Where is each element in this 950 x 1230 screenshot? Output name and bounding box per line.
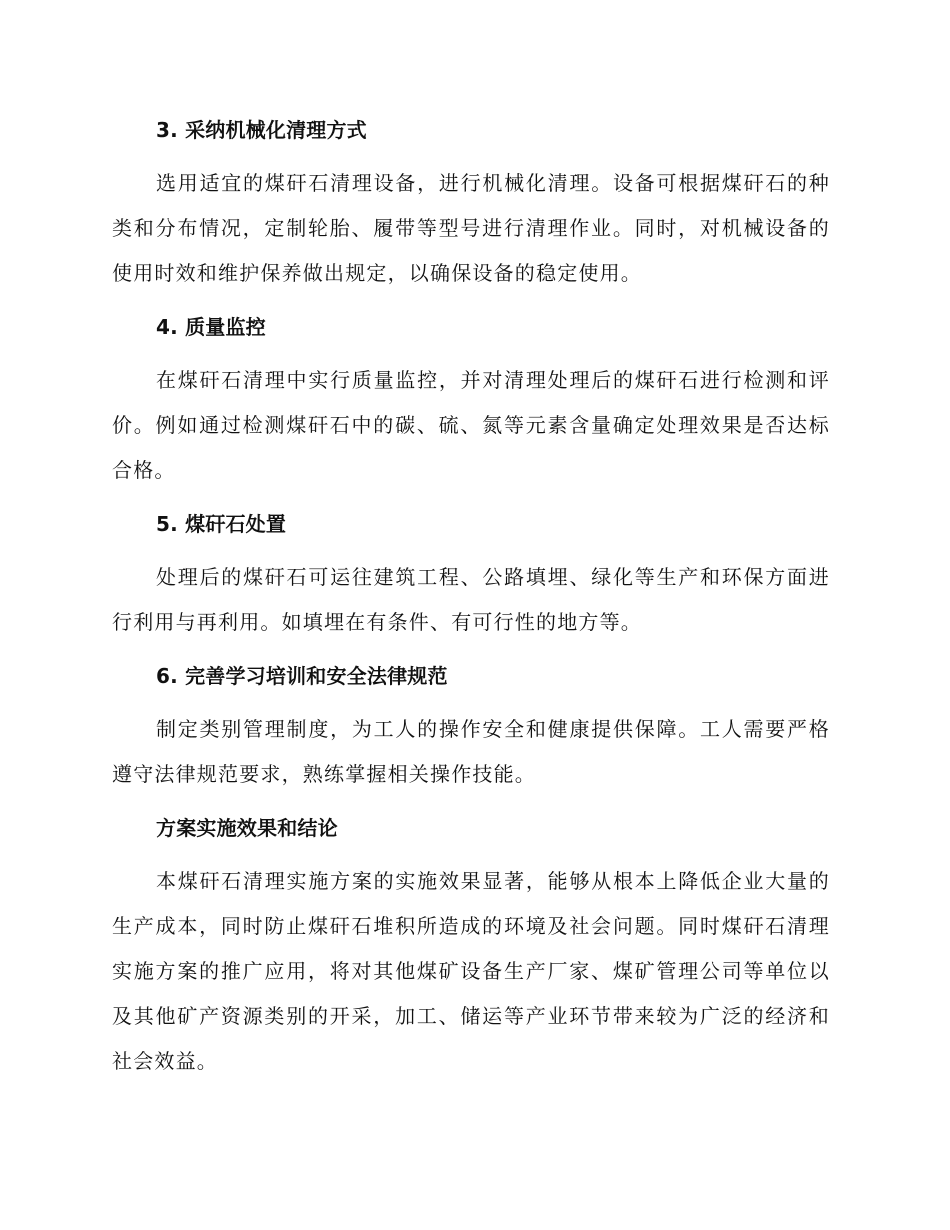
section-paragraph-4: 在煤矸石清理中实行质量监控，并对清理处理后的煤矸石进行检测和评价。例如通过检测煤矸石中的碳、硫、氮等元素含量确定处理效果是否达标合格。 (112, 368, 830, 482)
section-paragraph-3: 选用适宜的煤矸石清理设备，进行机械化清理。设备可根据煤矸石的种类和分布情况，定制轮胎、履带等型号进行清理作业。同时，对机械设备的使用时效和维护保养做出规定，以确保设备的稳定使用。 (112, 171, 830, 285)
document-body (112, 112, 830, 1084)
section-heading-4: 4. 质量监控 (156, 315, 266, 339)
conclusion-paragraph: 本煤矸石清理实施方案的实施效果显著，能够从根本上降低企业大量的生产成本，同时防止煤矸石堆积所造成的环境及社会问题。同时煤矸石清理实施方案的推广应用，将对其他煤矿设备生产厂家、煤矿管理公司等单位以及其他矿产资源类别的开采，加工、储运等产业环节带来较为广泛的经济和社会效益。 (112, 869, 830, 1073)
section-paragraph-6: 制定类别管理制度，为工人的操作安全和健康提供保障。工人需要严格遵守法律规范要求，熟练掌握相关操作技能。 (112, 717, 830, 786)
section-heading-3: 3. 采纳机械化清理方式 (156, 118, 367, 142)
section-heading-5: 5. 煤矸石处置 (156, 512, 287, 536)
section-heading-6: 6. 完善学习培训和安全法律规范 (156, 664, 448, 688)
conclusion-heading: 方案实施效果和结论 (156, 816, 338, 840)
section-paragraph-5: 处理后的煤矸石可运往建筑工程、公路填埋、绿化等生产和环保方面进行利用与再利用。如填埋在有条件、有可行性的地方等。 (112, 565, 830, 634)
